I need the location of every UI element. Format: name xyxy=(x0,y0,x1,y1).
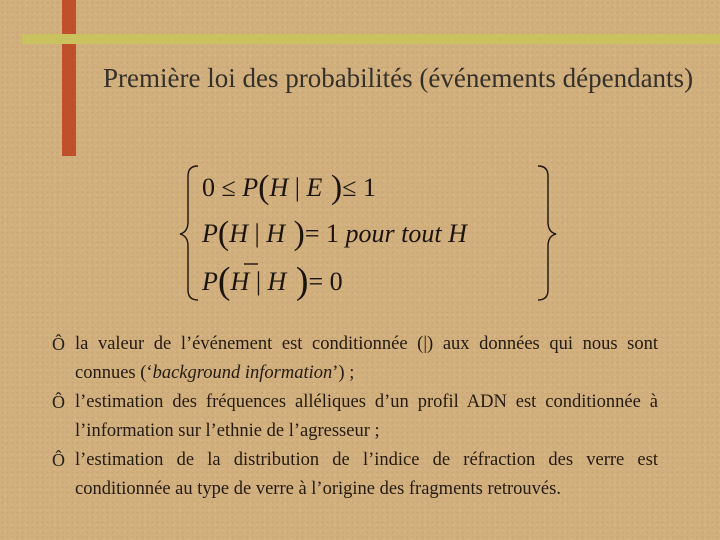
left-brace xyxy=(180,166,198,300)
slide-title: Première loi des probabilités (événements dépendants) xyxy=(103,63,694,93)
bullet-icon: Ô xyxy=(52,392,65,412)
accent-bar-horizontal xyxy=(22,34,720,44)
formula-line-3: P(H | H )= 0 xyxy=(202,260,343,302)
bullet-icon: Ô xyxy=(52,450,65,470)
formula-line-1: 0 ≤ P(H | E )≤ 1 xyxy=(202,169,376,206)
bullet-item: Ô l’estimation de la distribution de l’indice de réfraction des verre est conditionnée au type de verre à l’origine des fragments retrouvés. xyxy=(52,446,658,504)
formula-line-2: P(H | H )= 1 pour tout H xyxy=(202,215,467,252)
bullet-item: Ô la valeur de l’événement est conditionnée (|) aux données qui nous sont connues (‘background information’) ; xyxy=(52,330,658,388)
bullet-item: Ô l’estimation des fréquences alléliques d’un profil ADN est conditionnée à l’information sur l’ethnie de l’agresseur ; xyxy=(52,388,658,446)
accent-bar-vertical xyxy=(62,0,76,156)
formula-system xyxy=(178,158,568,308)
right-brace xyxy=(538,166,556,300)
bullet-icon: Ô xyxy=(52,334,65,354)
bullet-list xyxy=(52,330,658,504)
